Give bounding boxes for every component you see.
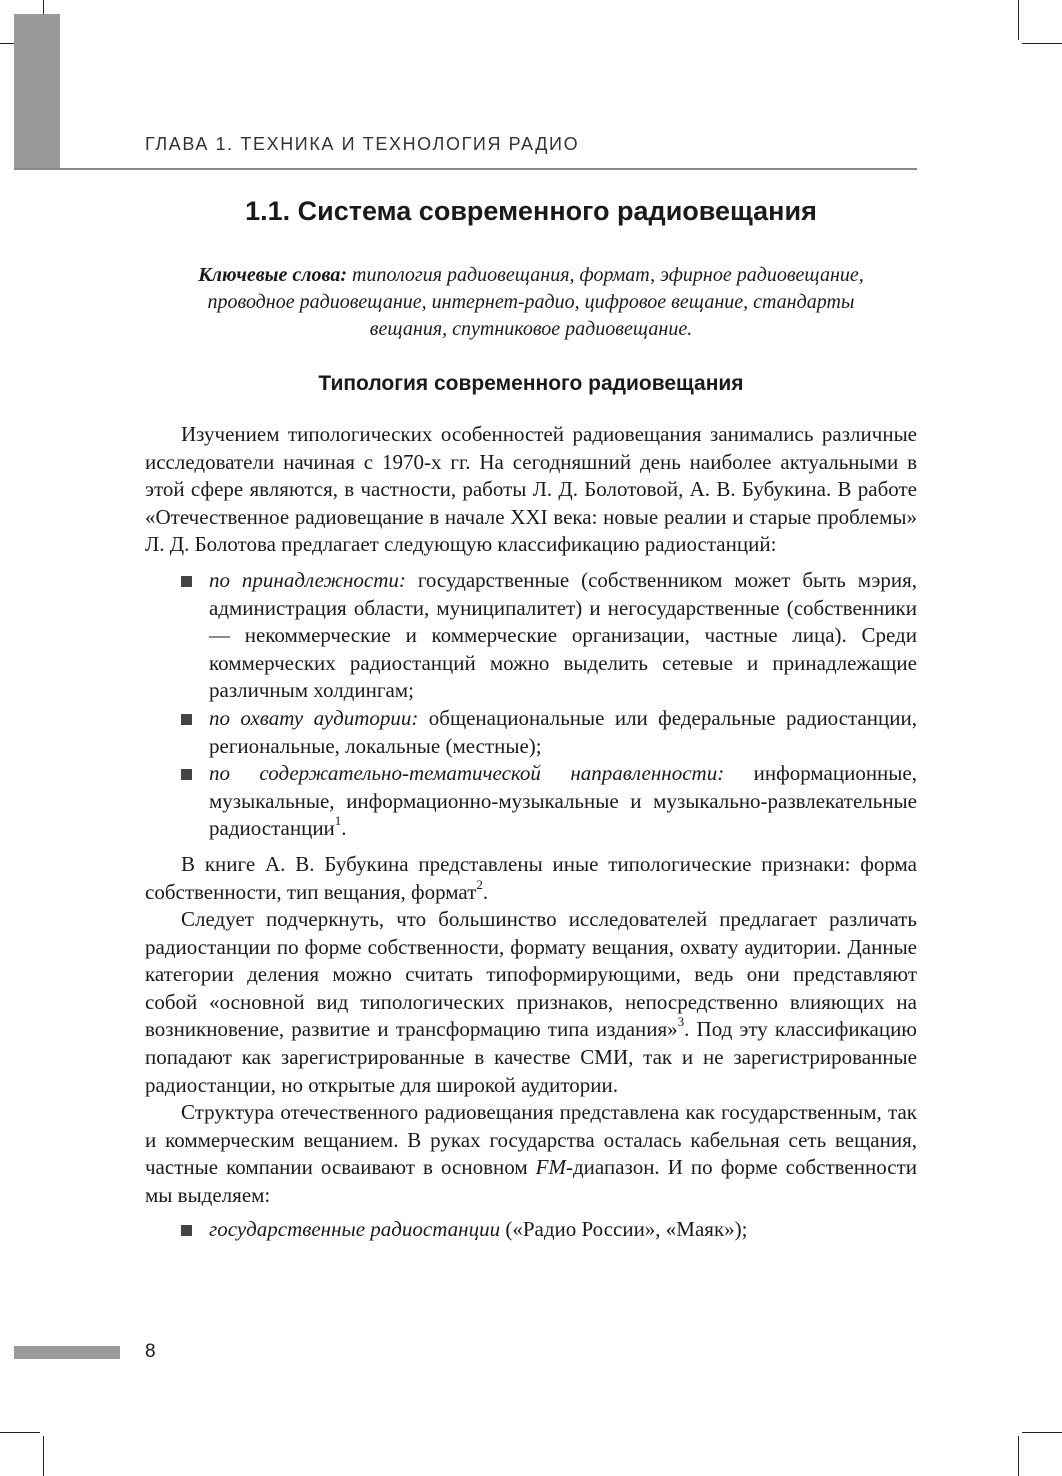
- list-item: [209, 1216, 917, 1244]
- crop-mark: [1018, 0, 1019, 40]
- list-text: общенациональные или федеральные радиостанции, региональные, локальные (местные);: [209, 705, 917, 758]
- paragraph: [145, 851, 917, 906]
- list-term: по принадлежности:: [209, 567, 406, 592]
- bullet-icon: [181, 576, 192, 587]
- footnote-ref: 2: [476, 876, 483, 892]
- subsection-title: Типология современного радиовещания: [318, 372, 744, 395]
- footer-bar: [14, 1346, 120, 1359]
- keywords: [175, 262, 887, 343]
- bullet-icon: [181, 714, 192, 725]
- list-term: по охвату аудитории:: [209, 705, 419, 730]
- list-item: [209, 567, 917, 705]
- paragraph: Изучением типологических особенностей радиовещания занимались различные исследователи начиная с 1970-х гг. На сегодняшний день наиболее актуальными в этой сфере являются, в частности, работы Л. Д. Болотовой, А. В. Бубукина. В работе «Отечественное радиовещание в начале XXI века: новые реалии и старые проблемы» Л. Д. Болотова предлагает следующую классификацию радиостанций:: [145, 422, 917, 557]
- crop-mark: [1022, 43, 1062, 44]
- paragraph: [145, 906, 917, 1099]
- paragraph-text: Структура отечественного радиовещания представлена как государственным, так и коммерческим вещанием. В руках государства осталась кабельная сеть вещания, частные компании осваивают в основном: [145, 1100, 917, 1180]
- list-text: государственные (собственником может быть мэрия, администрация области, муниципалитет) и негосударственные (собственники — некоммерческие и коммерческие организации, частные лица). Среди коммерческих радиостанций можно выделить сетевые и принадлежащие различным холдингам;: [209, 567, 917, 703]
- paragraph: [145, 1099, 917, 1209]
- list-text: («Радио России», «Маяк»);: [500, 1216, 748, 1241]
- list-item: [209, 760, 917, 843]
- footnote-ref: 3: [677, 1014, 685, 1030]
- header-rule: [14, 168, 917, 170]
- list-term: по содержательно-тематической направленности:: [209, 761, 725, 786]
- list-term: государственные радиостанции: [209, 1216, 501, 1241]
- footnote-ref: 1: [334, 813, 342, 829]
- ownership-list: [145, 1216, 917, 1244]
- bullet-icon: [181, 1225, 192, 1236]
- page-number: 8: [145, 1341, 156, 1362]
- keywords-label: Ключевые слова:: [198, 264, 348, 286]
- paragraph-end: . Под эту классификацию попадают как зарегистрированные в качестве СМИ, так и не зарегистрированные радиостанции, но открытые для широкой аудитории.: [145, 1017, 917, 1097]
- bullet-icon: [181, 769, 192, 780]
- running-head: ГЛАВА 1. ТЕХНИКА И ТЕХНОЛОГИЯ РАДИО: [145, 134, 580, 154]
- section-title: 1.1. Система современного радиовещания: [245, 196, 817, 226]
- paragraph-text: Следует подчеркнуть, что большинство исследователей предлагает различать радиостанции по форме собственности, формату вещания, охвату аудитории. Данные категории деления можно считать типоформирующими, ведь они представляют собой «основной вид типологических признаков, непосредственно влияющих на возникновение, развитие и трансформацию типа издания»: [145, 907, 917, 1042]
- list-text: информационные, музыкальные, информационно-музыкальные и музыкально-развлекательные радиостанции: [209, 761, 917, 841]
- classification-list: [145, 567, 917, 843]
- list-item: [209, 705, 917, 760]
- paragraph-end: .: [482, 879, 489, 904]
- paragraph-text: В книге А. В. Бубукина представлены иные типологические признаки: форма собственности, тип вещания, формат: [145, 851, 917, 904]
- crop-mark: [43, 1436, 44, 1476]
- keywords-text: типология радиовещания, формат, эфирное радиовещание, проводное радиовещание, интернет-радио, цифровое вещание, стандарты вещания, спутниковое радиовещание.: [207, 264, 864, 340]
- paragraph-end: -диапазон. И по форме собственности мы выделяем:: [145, 1155, 917, 1208]
- paragraph-italic: FM: [535, 1155, 566, 1180]
- crop-mark: [1022, 1432, 1062, 1433]
- chapter-side-bar: [14, 14, 60, 168]
- crop-mark: [1018, 1436, 1019, 1476]
- crop-mark: [0, 1432, 40, 1433]
- list-text-end: .: [341, 816, 347, 841]
- body-text: [145, 421, 917, 1251]
